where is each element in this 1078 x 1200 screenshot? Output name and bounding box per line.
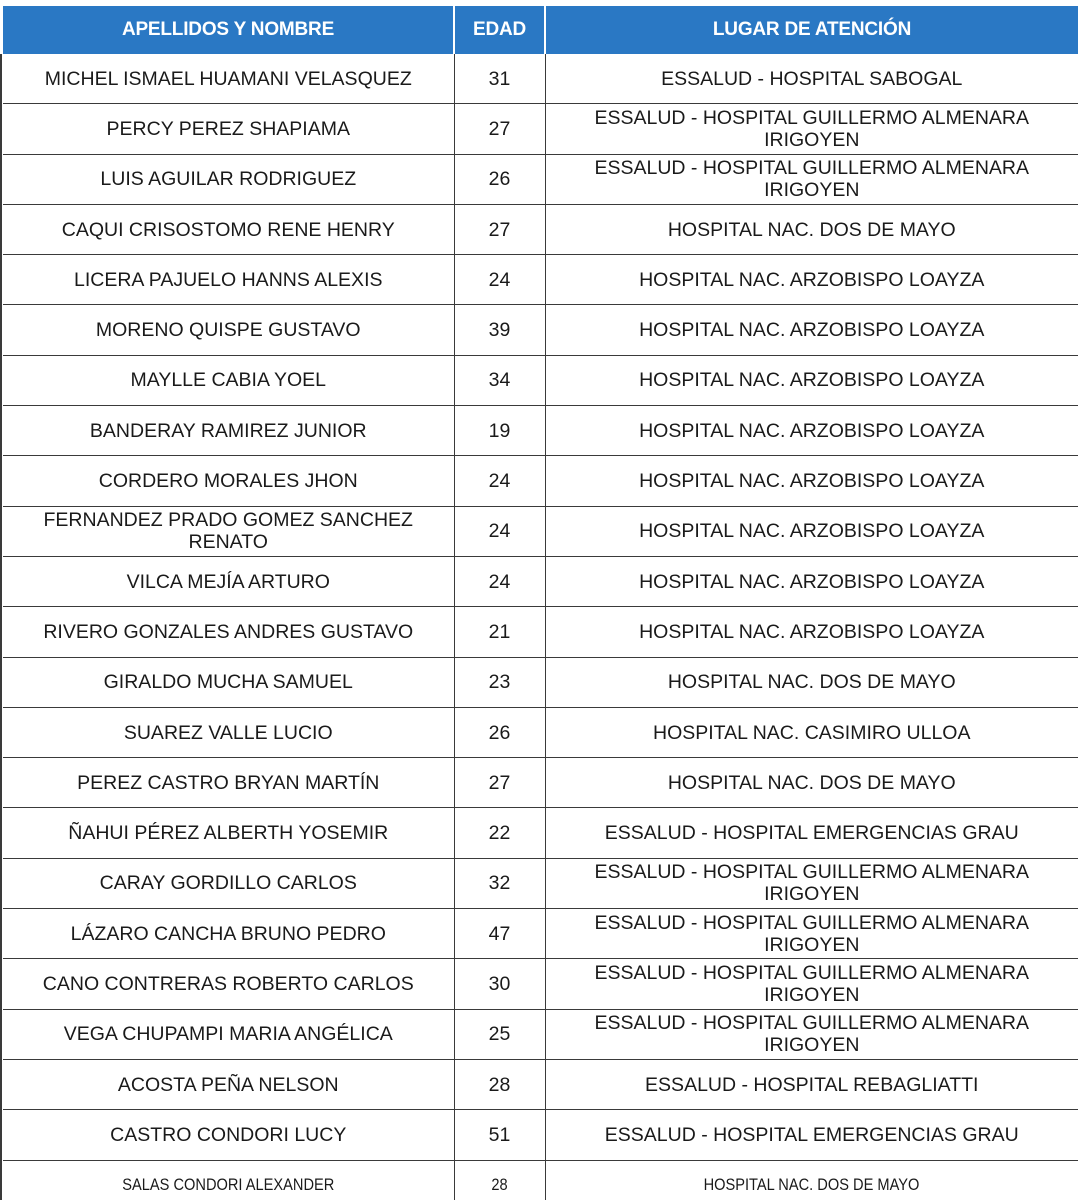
cell-name-text: MICHEL ISMAEL HUAMANI VELASQUEZ xyxy=(44,67,412,90)
cell-place xyxy=(545,506,1078,556)
table-row xyxy=(3,406,1078,456)
cell-age-text: 30 xyxy=(488,972,511,995)
cell-place xyxy=(545,305,1078,355)
cell-name-text: VEGA CHUPAMPI MARIA ANGÉLICA xyxy=(63,1023,393,1046)
cell-name-text: CASTRO CONDORI LUCY xyxy=(110,1123,347,1146)
cell-place-text: ESSALUD - HOSPITAL GUILLERMO ALMENARA IRIGOYEN xyxy=(594,861,1030,906)
cell-age xyxy=(454,1009,545,1059)
cell-place-text: ESSALUD - HOSPITAL GUILLERMO ALMENARA IRIGOYEN xyxy=(594,961,1030,1006)
cell-place-text: ESSALUD - HOSPITAL EMERGENCIAS GRAU xyxy=(604,1123,1019,1146)
table-row xyxy=(3,1160,1078,1200)
cell-place xyxy=(545,1009,1078,1059)
cell-name-text: GIRALDO MUCHA SAMUEL xyxy=(103,671,353,694)
cell-age xyxy=(454,255,545,305)
cell-age xyxy=(454,104,545,154)
cell-place xyxy=(545,355,1078,405)
cell-place xyxy=(545,1160,1078,1200)
cell-age-text: 47 xyxy=(488,922,511,945)
cell-place-text: HOSPITAL NAC. ARZOBISPO LOAYZA xyxy=(639,620,985,643)
cell-place-text: ESSALUD - HOSPITAL GUILLERMO ALMENARA IRIGOYEN xyxy=(594,911,1030,956)
cell-name xyxy=(3,1009,454,1059)
column-header-age: EDAD xyxy=(454,6,545,54)
cell-name-text: CAQUI CRISOSTOMO RENE HENRY xyxy=(61,218,395,241)
cell-name xyxy=(3,758,454,808)
cell-age-text: 22 xyxy=(488,822,511,845)
header-row xyxy=(3,6,1078,54)
cell-name xyxy=(3,1160,454,1200)
cell-name-text: BANDERAY RAMIREZ JUNIOR xyxy=(89,419,367,442)
cell-name-text: MAYLLE CABIA YOEL xyxy=(130,369,326,392)
cell-age xyxy=(454,154,545,204)
cell-age-text: 31 xyxy=(488,67,511,90)
cell-place xyxy=(545,909,1078,959)
cell-age xyxy=(454,607,545,657)
cell-place-text: HOSPITAL NAC. DOS DE MAYO xyxy=(667,771,956,794)
cell-age xyxy=(454,1110,545,1160)
cell-name xyxy=(3,707,454,757)
table-row xyxy=(3,204,1078,254)
cell-age-text: 28 xyxy=(491,1175,508,1195)
cell-age-text: 21 xyxy=(488,620,511,643)
cell-age xyxy=(454,758,545,808)
cell-age xyxy=(454,909,545,959)
table-body xyxy=(3,54,1078,1200)
cell-age xyxy=(454,204,545,254)
cell-name xyxy=(3,657,454,707)
cell-age xyxy=(454,54,545,104)
cell-age xyxy=(454,456,545,506)
table-row xyxy=(3,607,1078,657)
cell-name-text: ÑAHUI PÉREZ ALBERTH YOSEMIR xyxy=(68,822,389,845)
cell-age-text: 34 xyxy=(488,369,511,392)
cell-place-text: HOSPITAL NAC. ARZOBISPO LOAYZA xyxy=(639,319,985,342)
cell-place-text: HOSPITAL NAC. DOS DE MAYO xyxy=(703,1175,920,1195)
table-row xyxy=(3,858,1078,908)
cell-place-text: HOSPITAL NAC. ARZOBISPO LOAYZA xyxy=(639,520,985,543)
patients-table xyxy=(3,6,1078,1200)
cell-place xyxy=(545,959,1078,1009)
table-row xyxy=(3,707,1078,757)
cell-place xyxy=(545,406,1078,456)
cell-place xyxy=(545,54,1078,104)
cell-place-text: ESSALUD - HOSPITAL GUILLERMO ALMENARA IRIGOYEN xyxy=(594,106,1030,151)
cell-age-text: 27 xyxy=(488,117,511,140)
cell-place xyxy=(545,1059,1078,1109)
cell-name-text: LICERA PAJUELO HANNS ALEXIS xyxy=(73,268,383,291)
cell-name-text: LÁZARO CANCHA BRUNO PEDRO xyxy=(70,922,386,945)
table-row xyxy=(3,959,1078,1009)
cell-name-text: SALAS CONDORI ALEXANDER xyxy=(122,1175,335,1195)
cell-place-text: ESSALUD - HOSPITAL GUILLERMO ALMENARA IRIGOYEN xyxy=(594,157,1030,202)
cell-place xyxy=(545,607,1078,657)
cell-name xyxy=(3,506,454,556)
table-left-border xyxy=(0,54,2,1200)
table-row xyxy=(3,808,1078,858)
cell-place xyxy=(545,556,1078,606)
cell-place xyxy=(545,808,1078,858)
cell-name xyxy=(3,54,454,104)
cell-name xyxy=(3,456,454,506)
cell-name xyxy=(3,1110,454,1160)
cell-name-text: ACOSTA PEÑA NELSON xyxy=(117,1073,339,1096)
cell-age-text: 24 xyxy=(488,520,511,543)
cell-name-text: MORENO QUISPE GUSTAVO xyxy=(95,319,361,342)
cell-place-text: HOSPITAL NAC. ARZOBISPO LOAYZA xyxy=(639,470,985,493)
table-row xyxy=(3,657,1078,707)
cell-age-text: 26 xyxy=(488,168,511,191)
cell-name xyxy=(3,204,454,254)
cell-place-text: HOSPITAL NAC. CASIMIRO ULLOA xyxy=(653,721,971,744)
cell-place-text: ESSALUD - HOSPITAL SABOGAL xyxy=(661,67,963,90)
cell-name xyxy=(3,909,454,959)
cell-age-text: 51 xyxy=(488,1123,511,1146)
cell-place-text: HOSPITAL NAC. DOS DE MAYO xyxy=(667,218,956,241)
table-row xyxy=(3,1110,1078,1160)
cell-name xyxy=(3,255,454,305)
table-row xyxy=(3,456,1078,506)
cell-name xyxy=(3,808,454,858)
cell-name-text: RIVERO GONZALES ANDRES GUSTAVO xyxy=(43,620,414,643)
cell-place-text: HOSPITAL NAC. ARZOBISPO LOAYZA xyxy=(639,419,985,442)
cell-age-text: 23 xyxy=(488,671,511,694)
cell-name-text: CANO CONTRERAS ROBERTO CARLOS xyxy=(42,972,414,995)
cell-name xyxy=(3,858,454,908)
table-row xyxy=(3,355,1078,405)
table-row xyxy=(3,1059,1078,1109)
cell-place xyxy=(545,707,1078,757)
cell-name xyxy=(3,355,454,405)
cell-place-text: ESSALUD - HOSPITAL REBAGLIATTI xyxy=(645,1073,979,1096)
cell-place xyxy=(545,204,1078,254)
cell-place xyxy=(545,255,1078,305)
cell-name-text: LUIS AGUILAR RODRIGUEZ xyxy=(100,168,357,191)
cell-age-text: 32 xyxy=(488,872,511,895)
cell-place xyxy=(545,456,1078,506)
cell-name-text: CARAY GORDILLO CARLOS xyxy=(99,872,357,895)
cell-age xyxy=(454,959,545,1009)
cell-place-text: HOSPITAL NAC. ARZOBISPO LOAYZA xyxy=(639,369,985,392)
cell-age xyxy=(454,808,545,858)
table-row xyxy=(3,909,1078,959)
cell-place xyxy=(545,1110,1078,1160)
cell-age-text: 39 xyxy=(488,319,511,342)
cell-name xyxy=(3,607,454,657)
cell-place-text: HOSPITAL NAC. ARZOBISPO LOAYZA xyxy=(639,268,985,291)
cell-age-text: 24 xyxy=(488,470,511,493)
cell-age-text: 24 xyxy=(488,570,511,593)
cell-name xyxy=(3,406,454,456)
cell-age xyxy=(454,355,545,405)
cell-age xyxy=(454,556,545,606)
table-row xyxy=(3,556,1078,606)
cell-place xyxy=(545,858,1078,908)
table-row xyxy=(3,1009,1078,1059)
cell-age-text: 19 xyxy=(488,419,511,442)
table-header xyxy=(3,6,1078,54)
cell-age xyxy=(454,1160,545,1200)
cell-name xyxy=(3,104,454,154)
cell-age-text: 25 xyxy=(488,1023,511,1046)
cell-name xyxy=(3,154,454,204)
cell-name-text: PEREZ CASTRO BRYAN MARTÍN xyxy=(77,771,380,794)
table-row xyxy=(3,758,1078,808)
cell-age xyxy=(454,657,545,707)
cell-name xyxy=(3,556,454,606)
cell-age-text: 28 xyxy=(488,1073,511,1096)
cell-age xyxy=(454,406,545,456)
cell-name xyxy=(3,305,454,355)
cell-age xyxy=(454,858,545,908)
cell-age xyxy=(454,305,545,355)
column-header-place: LUGAR DE ATENCIÓN xyxy=(545,6,1078,54)
cell-name-text: VILCA MEJÍA ARTURO xyxy=(126,570,330,593)
table-row xyxy=(3,305,1078,355)
cell-age-text: 24 xyxy=(488,268,511,291)
table-row xyxy=(3,255,1078,305)
column-header-name: APELLIDOS Y NOMBRE xyxy=(3,6,454,54)
cell-place xyxy=(545,154,1078,204)
cell-place-text: HOSPITAL NAC. DOS DE MAYO xyxy=(667,671,956,694)
table-row xyxy=(3,104,1078,154)
cell-name-text: SUAREZ VALLE LUCIO xyxy=(123,721,333,744)
cell-age-text: 27 xyxy=(488,218,511,241)
cell-name xyxy=(3,1059,454,1109)
cell-age-text: 27 xyxy=(488,771,511,794)
cell-age xyxy=(454,506,545,556)
cell-place xyxy=(545,104,1078,154)
table-row xyxy=(3,506,1078,556)
table-row xyxy=(3,154,1078,204)
cell-age-text: 26 xyxy=(488,721,511,744)
cell-place xyxy=(545,758,1078,808)
cell-place-text: HOSPITAL NAC. ARZOBISPO LOAYZA xyxy=(639,570,985,593)
cell-age xyxy=(454,707,545,757)
cell-place-text: ESSALUD - HOSPITAL EMERGENCIAS GRAU xyxy=(604,822,1019,845)
table-row xyxy=(3,54,1078,104)
cell-place-text: ESSALUD - HOSPITAL GUILLERMO ALMENARA IRIGOYEN xyxy=(594,1012,1030,1057)
cell-name-text: FERNANDEZ PRADO GOMEZ SANCHEZ RENATO xyxy=(43,509,413,554)
cell-age xyxy=(454,1059,545,1109)
cell-name xyxy=(3,959,454,1009)
cell-name-text: PERCY PEREZ SHAPIAMA xyxy=(106,117,350,140)
cell-name-text: CORDERO MORALES JHON xyxy=(98,470,358,493)
cell-place xyxy=(545,657,1078,707)
